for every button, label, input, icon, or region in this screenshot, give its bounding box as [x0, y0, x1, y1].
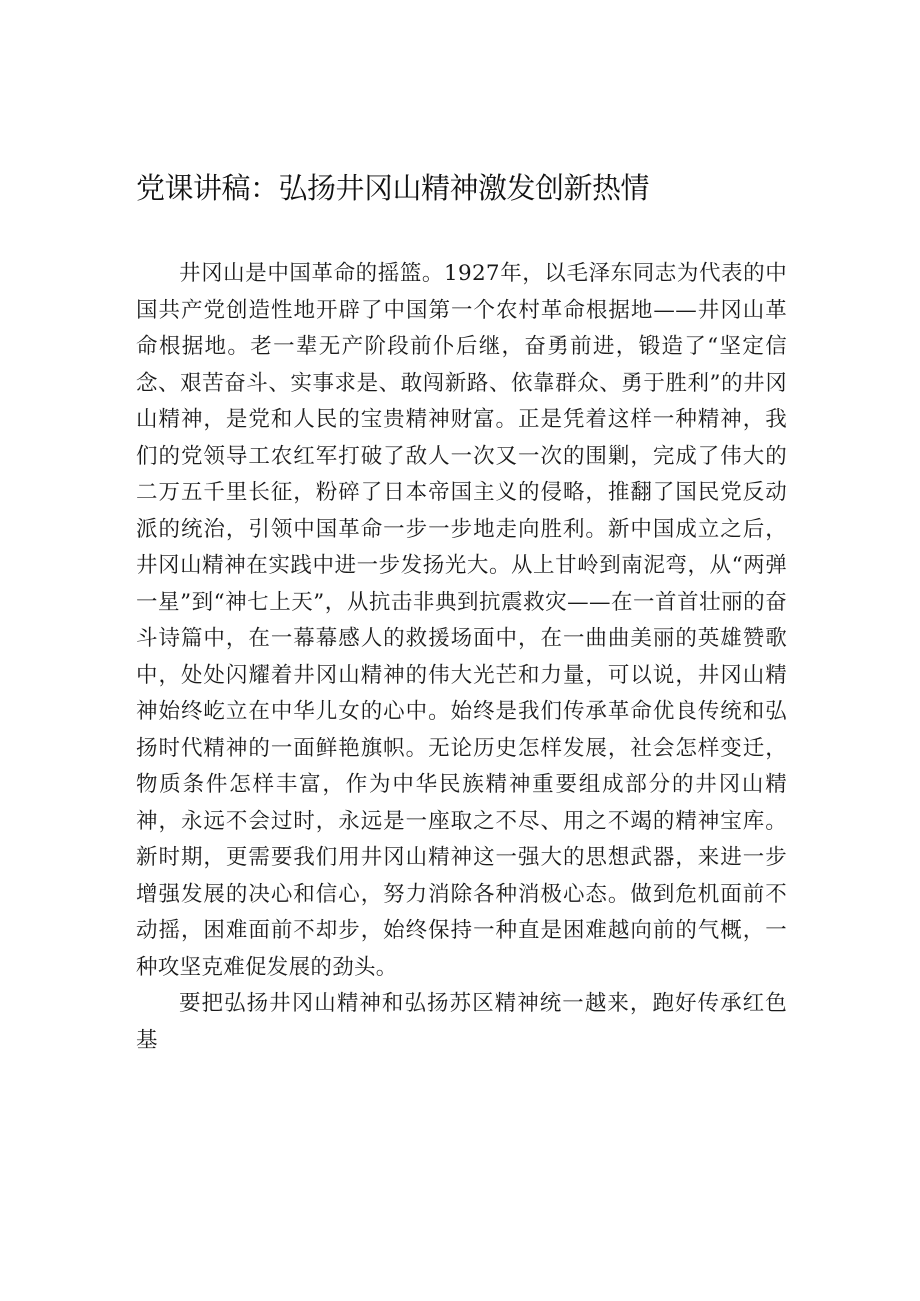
paragraph-2: 要把弘扬井冈山精神和弘扬苏区精神统一越来，跑好传承红色基 [136, 991, 787, 1053]
paragraph-1: 井冈山是中国革命的摇篮。1927年，以毛泽东同志为代表的中国共产党创造性地开辟了中国第一个农村革命根据地——井冈山革命根据地。老一辈无产阶段前仆后继，奋勇前进，锻造了“坚定信念、艰苦奋斗、实事求是、敢闯新路、依靠群众、勇于胜利”的井冈山精神，是党和人民的宝贵精神财富。正是凭着这样一种精神，我们的党领导工农红军打破了敌人一次又一次的围剿，完成了伟大的二万五千里长征，粉碎了日本帝国主义的侵略，推翻了国民党反动派的统治，引领中国革命一步一步地走向胜利。新中国成立之后，井冈山精神在实践中进一步发扬光大。从上甘岭到南泥弯，从“两弹一星”到“神七上天”，从抗击非典到抗震救灾——在一首首壮丽的奋斗诗篇中，在一幕幕感人的救援场面中，在一曲曲美丽的英雄赞歌中，处处闪耀着井冈山精神的伟大光芒和力量，可以说，井冈山精神始终屹立在中华儿女的心中。始终是我们传承革命优良传统和弘扬时代精神的一面鲜艳旗帜。无论历史怎样发展，社会怎样变迁，物质条件怎样丰富，作为中华民族精神重要组成部分的井冈山精神，永远不会过时，永远是一座取之不尽、用之不竭的精神宝库。新时期，更需要我们用井冈山精神这一强大的思想武器，来进一步增强发展的决心和信心，努力消除各种消极心态。做到危机面前不动摇，困难面前不却步，始终保持一种直是困难越向前的气概，一种攻坚克难促发展的劲头。 [136, 261, 787, 980]
document-body [136, 256, 787, 1059]
page-title: 党课讲稿：弘扬井冈山精神激发创新热情 [136, 171, 650, 205]
